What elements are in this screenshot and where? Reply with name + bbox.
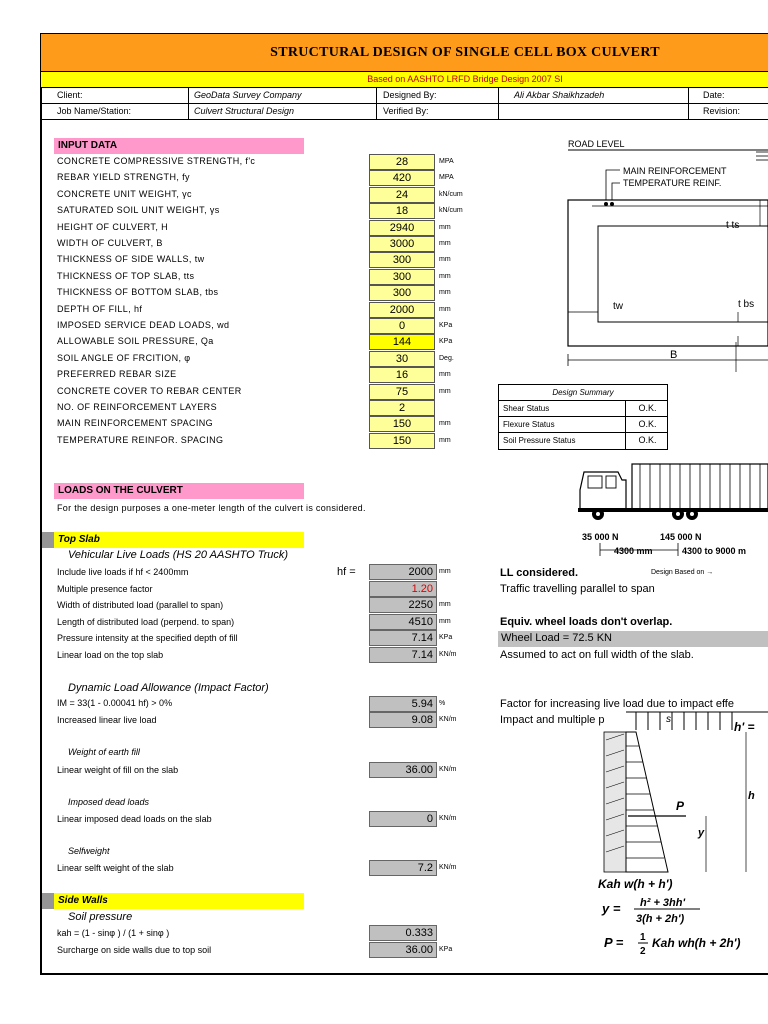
- road-level-label: ROAD LEVEL: [568, 139, 625, 149]
- info-row-client: [41, 88, 768, 104]
- top-slab-label: Include live loads if hf < 2400mm: [57, 567, 189, 577]
- factor-note: Factor for increasing live load due to impact effe: [500, 698, 734, 710]
- truck-icon: [578, 464, 768, 520]
- design-summary: [498, 384, 668, 450]
- input-label: ALLOWABLE SOIL PRESSURE, Qa: [57, 336, 214, 346]
- hprime-label: h' =: [734, 720, 755, 734]
- input-unit: Deg.: [439, 355, 454, 362]
- input-data-header: INPUT DATA: [54, 138, 304, 154]
- base-pressure-label: Kah w(h + h'): [598, 877, 673, 891]
- designed-value[interactable]: Ali Akbar Shaikhzadeh: [514, 90, 605, 100]
- input-unit: KPa: [439, 338, 453, 345]
- input-label: TEMPERATURE REINFOR. SPACING: [57, 435, 224, 445]
- width-b-label: B: [670, 349, 678, 361]
- imposed-unit: KN/m: [439, 815, 457, 822]
- input-unit: mm: [439, 388, 451, 395]
- self-label: Linear selft weight of the slab: [57, 863, 174, 873]
- arrow-right-icon: →: [706, 569, 714, 576]
- input-label: THICKNESS OF SIDE WALLS, tw: [57, 254, 205, 264]
- input-unit: mm: [439, 256, 451, 263]
- dla-title: Dynamic Load Allowance (Impact Factor): [68, 682, 269, 694]
- imposed-label: Linear imposed dead loads on the slab: [57, 814, 212, 824]
- summary-row-flexure: Flexure Status O.K.: [499, 417, 667, 433]
- side-walls-header: Side Walls: [54, 893, 304, 909]
- p-equation-rhs: Kah wh(h + 2h'): [652, 936, 741, 950]
- h-label: h: [748, 790, 755, 802]
- subtitle-bar: [41, 72, 768, 88]
- top-slab-value[interactable]: 7.14: [369, 630, 437, 646]
- im-label: IM = 33(1 - 0.00041 hf) > 0%: [57, 698, 173, 708]
- input-value[interactable]: 144: [369, 334, 435, 350]
- summary-title: Design Summary: [499, 385, 667, 401]
- input-unit: mm: [439, 371, 451, 378]
- status-badge: O.K.: [625, 417, 669, 433]
- input-label: CONCRETE COMPRESSIVE STRENGTH, f'c: [57, 156, 256, 166]
- wheel-load: Wheel Load = 72.5 KN: [498, 631, 768, 647]
- y-equation-den: 3(h + 2h'): [636, 913, 685, 925]
- status-badge: O.K.: [625, 433, 669, 449]
- input-value[interactable]: 300: [369, 252, 435, 268]
- input-label: SOIL ANGLE OF FRCITION, φ: [57, 353, 191, 363]
- input-label: DEPTH OF FILL, hf: [57, 304, 143, 314]
- surcharge-unit: KPa: [439, 946, 453, 953]
- imposed-value[interactable]: 0: [369, 811, 437, 827]
- loads-note: For the design purposes a one-meter length of the culvert is considered.: [57, 503, 366, 513]
- hf-label: hf =: [337, 566, 356, 578]
- traffic-note: Traffic travelling parallel to span: [500, 583, 655, 595]
- tts-label: t ts: [726, 220, 740, 231]
- input-label: IMPOSED SERVICE DEAD LOADS, wd: [57, 320, 230, 330]
- section-marker: [42, 893, 54, 909]
- ll-considered: LL considered.: [500, 567, 579, 579]
- svg-text:1: 1: [640, 932, 646, 943]
- input-label: WIDTH OF CULVERT, B: [57, 238, 163, 248]
- design-based-note: Design Based on →: [651, 569, 714, 576]
- input-label: THICKNESS OF TOP SLAB, tts: [57, 271, 195, 281]
- inc-label: Increased linear live load: [57, 715, 157, 725]
- input-value[interactable]: 3000: [369, 236, 435, 252]
- p-label: P: [676, 799, 685, 813]
- axle-spacing-1: 4300 mm: [614, 546, 653, 556]
- input-unit: mm: [439, 224, 451, 231]
- top-slab-value[interactable]: 2000: [369, 564, 437, 580]
- input-label: HEIGHT OF CULVERT, H: [57, 222, 169, 232]
- input-value[interactable]: 420: [369, 170, 435, 186]
- input-unit: mm: [439, 420, 451, 427]
- input-unit: mm: [439, 240, 451, 247]
- loads-header: LOADS ON THE CULVERT: [54, 483, 304, 499]
- input-value[interactable]: 2000: [369, 302, 435, 318]
- input-unit: mm: [439, 437, 451, 444]
- soil-title: Soil pressure: [68, 911, 133, 923]
- input-label: CONCRETE UNIT WEIGHT, γc: [57, 189, 192, 199]
- earth-title: Weight of earth fill: [68, 747, 140, 757]
- culvert-section-diagram: [520, 134, 768, 374]
- p-equation-lhs: P =: [604, 935, 624, 950]
- info-row-job: [41, 104, 768, 120]
- input-label: PREFERRED REBAR SIZE: [57, 369, 177, 379]
- summary-row-shear: Shear Status O.K.: [499, 401, 667, 417]
- info-divider: [688, 88, 689, 120]
- top-slab-value[interactable]: 7.14: [369, 647, 437, 663]
- client-value[interactable]: GeoData Survey Company: [194, 90, 302, 100]
- input-unit: kN/cum: [439, 191, 463, 198]
- top-slab-value[interactable]: 2250: [369, 597, 437, 613]
- summary-row-soil: Soil Pressure Status O.K.: [499, 433, 667, 449]
- axle-load-front: 35 000 N: [582, 532, 619, 542]
- self-unit: KN/m: [439, 864, 457, 871]
- page-subtitle: Based on AASHTO LRFD Bridge Design 2007 SI: [367, 74, 563, 84]
- top-slab-header: Top Slab: [54, 532, 304, 548]
- temperature-reinf-label: TEMPERATURE REINF.: [623, 178, 722, 188]
- input-unit: MPA: [439, 174, 454, 181]
- tw-label: tw: [613, 301, 623, 312]
- input-value[interactable]: 75: [369, 384, 435, 400]
- input-unit: mm: [439, 306, 451, 313]
- title-bar: [41, 34, 768, 72]
- inc-unit: KN/m: [439, 716, 457, 723]
- input-value[interactable]: 150: [369, 433, 435, 449]
- info-divider: [188, 88, 189, 120]
- y-equation-lhs: y =: [602, 901, 621, 916]
- y-equation-num: h² + 3hh': [640, 897, 686, 909]
- top-slab-unit: mm: [439, 568, 451, 575]
- input-value[interactable]: 2940: [369, 220, 435, 236]
- top-slab-label: Pressure intensity at the specified depth of fill: [57, 633, 238, 643]
- self-value[interactable]: 7.2: [369, 860, 437, 876]
- y-label: y: [698, 827, 705, 839]
- kah-value[interactable]: 0.333: [369, 925, 437, 941]
- input-label: CONCRETE COVER TO REBAR CENTER: [57, 386, 242, 396]
- input-value[interactable]: 300: [369, 285, 435, 301]
- input-value[interactable]: 30: [369, 351, 435, 367]
- s-label: s: [666, 714, 671, 725]
- equiv-note: Equiv. wheel loads don't overlap.: [500, 616, 673, 628]
- input-unit: KPa: [439, 322, 453, 329]
- impact-note: Impact and multiple p: [500, 714, 605, 726]
- page-title: STRUCTURAL DESIGN OF SINGLE CELL BOX CULVERT: [270, 45, 660, 60]
- self-title: Selfweight: [68, 846, 110, 856]
- date-label: Date:: [703, 90, 725, 100]
- kah-label: kah = (1 - sinφ ) / (1 + sinφ ): [57, 928, 170, 938]
- axle-spacing-2: 4300 to 9000 m: [682, 546, 747, 556]
- job-value[interactable]: Culvert Structural Design: [194, 106, 295, 116]
- input-value[interactable]: 2: [369, 400, 435, 416]
- main-reinforcement-label: MAIN REINFORCEMENT: [623, 166, 727, 176]
- section-marker: [42, 532, 54, 548]
- input-value[interactable]: 150: [369, 416, 435, 432]
- input-unit: MPA: [439, 158, 454, 165]
- inc-value[interactable]: 9.08: [369, 712, 437, 728]
- input-value[interactable]: 0: [369, 318, 435, 334]
- top-slab-value[interactable]: 1.20: [369, 581, 437, 597]
- status-badge: O.K.: [625, 401, 669, 417]
- vll-title: Vehicular Live Loads (HS 20 AASHTO Truck): [68, 549, 289, 561]
- soil-pressure-diagram: [596, 706, 768, 974]
- input-unit: kN/cum: [439, 207, 463, 214]
- input-value[interactable]: 16: [369, 367, 435, 383]
- info-divider: [376, 88, 377, 120]
- top-slab-unit: mm: [439, 601, 451, 608]
- imposed-title: Imposed dead loads: [68, 797, 150, 807]
- client-label: Client:: [57, 90, 83, 100]
- input-label: NO. OF REINFORCEMENT LAYERS: [57, 402, 217, 412]
- input-value[interactable]: 24: [369, 187, 435, 203]
- assumed-note: Assumed to act on full width of the slab.: [500, 649, 694, 661]
- top-slab-unit: mm: [439, 618, 451, 625]
- earth-unit: KN/m: [439, 766, 457, 773]
- info-divider: [498, 88, 499, 120]
- job-label: Job Name/Station:: [57, 106, 132, 116]
- revision-label: Revision:: [703, 106, 741, 116]
- top-slab-label: Multiple presence factor: [57, 584, 153, 594]
- input-value[interactable]: 18: [369, 203, 435, 219]
- road-hatch: [756, 152, 768, 160]
- top-slab-value[interactable]: 4510: [369, 614, 437, 630]
- top-slab-label: Linear load on the top slab: [57, 650, 164, 660]
- tbs-label: t bs: [738, 299, 755, 310]
- truck-diagram: [570, 460, 768, 560]
- im-value[interactable]: 5.94: [369, 696, 437, 712]
- earth-label: Linear weight of fill on the slab: [57, 765, 179, 775]
- top-slab-unit: KN/m: [439, 651, 457, 658]
- designed-label: Designed By:: [383, 90, 437, 100]
- input-label: REBAR YIELD STRENGTH, fy: [57, 172, 190, 182]
- earth-value[interactable]: 36.00: [369, 762, 437, 778]
- input-value[interactable]: 28: [369, 154, 435, 170]
- input-unit: mm: [439, 273, 451, 280]
- surcharge-label: Surcharge on side walls due to top soil: [57, 945, 212, 955]
- top-slab-label: Width of distributed load (parallel to span): [57, 600, 224, 610]
- top-slab-label: Length of distributed load (perpend. to span): [57, 617, 235, 627]
- svg-text:2: 2: [640, 946, 646, 957]
- axle-load-rear: 145 000 N: [660, 532, 702, 542]
- im-unit: %: [439, 700, 446, 707]
- surcharge-value[interactable]: 36.00: [369, 942, 437, 958]
- verified-label: Verified By:: [383, 106, 429, 116]
- input-value[interactable]: 300: [369, 269, 435, 285]
- input-label: SATURATED SOIL UNIT WEIGHT, γs: [57, 205, 220, 215]
- input-unit: mm: [439, 289, 451, 296]
- input-label: MAIN REINFORCEMENT SPACING: [57, 418, 214, 428]
- input-label: THICKNESS OF BOTTOM SLAB, tbs: [57, 287, 219, 297]
- top-slab-unit: KPa: [439, 634, 453, 641]
